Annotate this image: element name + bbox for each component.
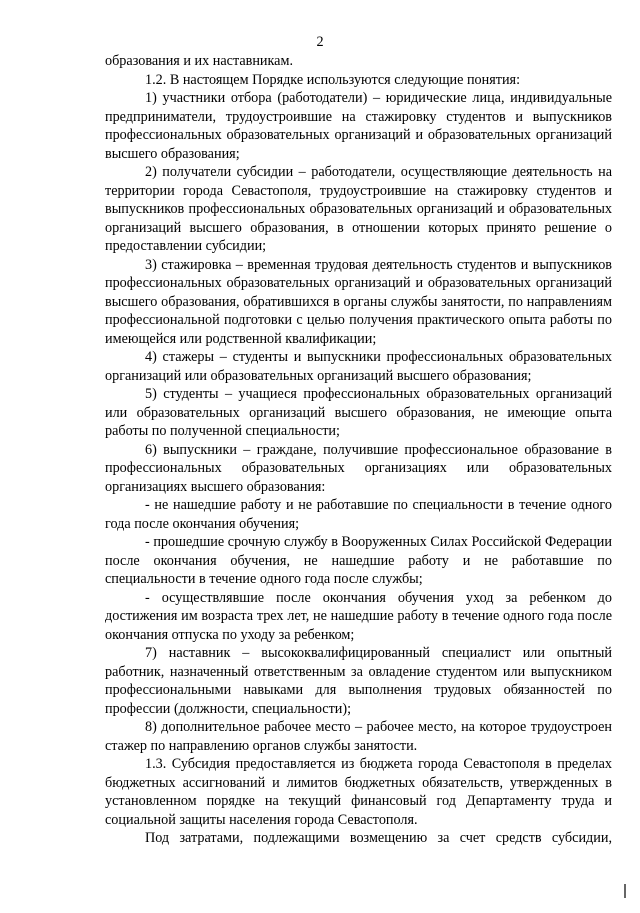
paragraph: 1.3. Субсидия предоставляется из бюджета города Севастополя в пределах бюджетных ассигнований и лимитов бюджетных обязательств, утвержденных в установленном порядке на текущий финансовый год Департаменту труда и социальной защиты населения города Севастополя.	[105, 756, 612, 828]
paragraph: 8) дополнительное рабочее место – рабочее место, на которое трудоустроен стажер по направлению органов службы занятости.	[105, 719, 612, 754]
paragraph: 5) студенты – учащиеся профессиональных образовательных организаций или образовательных организаций высшего образования, не имеющие опыта работы по полученной специальности;	[105, 386, 612, 439]
paragraph: 3) стажировка – временная трудовая деятельность студентов и выпускников профессиональных образовательных организаций и образовательных организаций высшего образования, обратившихся в органы службы занятости, по направлениям профессиональной подготовки с целью получения практического опыта работы по имеющейся или родственной квалификации;	[105, 256, 612, 347]
paragraph: 1.2. В настоящем Порядке используются следующие понятия:	[145, 71, 521, 88]
document-body	[105, 52, 612, 848]
paragraph: 1) участники отбора (работодатели) – юридические лица, индивидуальные предприниматели, трудоустроившие на стажировку студентов и выпускников профессиональных образовательных организаций и образовательных организаций высшего образования;	[105, 90, 612, 162]
paragraph: 7) наставник – высококвалифицированный специалист или опытный работник, назначенный ответственным за овладение студентом или выпускником профессиональными навыками для выполнения трудовых обязанностей по профессии (должности, специальности);	[105, 645, 612, 717]
paragraph: 4) стажеры – студенты и выпускники профессиональных образовательных организаций или образовательных организаций высшего образования;	[105, 349, 612, 384]
paragraph: - прошедшие срочную службу в Вооруженных Силах Российской Федерации после окончания обучения, не нашедшие работу и не работавшие по специальности в течение одного года после службы;	[105, 534, 612, 587]
page-number: 2	[316, 34, 324, 50]
paragraph: - осуществлявшие после окончания обучения уход за ребенком до достижения им возраста трех лет, не нашедшие работу в течение одного года после окончания отпуска по уходу за ребенком;	[105, 589, 612, 643]
margin-mark	[624, 884, 626, 898]
paragraph: образования и их наставникам.	[105, 53, 293, 69]
paragraph: 2) получатели субсидии – работодатели, осуществляющие деятельность на территории города Севастополя, трудоустроившие на стажировку студентов и выпускников профессиональных образовательных организаций и образовательных организаций высшего образования, в отношении которых принято решение о предоставлении субсидии;	[105, 164, 612, 254]
paragraph: Под затратами, подлежащими возмещению за счет средств субсидии,	[145, 830, 612, 846]
paragraph: - не нашедшие работу и не работавшие по специальности в течение одного года после окончания обучения;	[105, 497, 612, 532]
paragraph: 6) выпускники – граждане, получившие профессиональное образование в профессиональных образовательных организациях или образовательных организациях высшего образования:	[105, 441, 612, 495]
